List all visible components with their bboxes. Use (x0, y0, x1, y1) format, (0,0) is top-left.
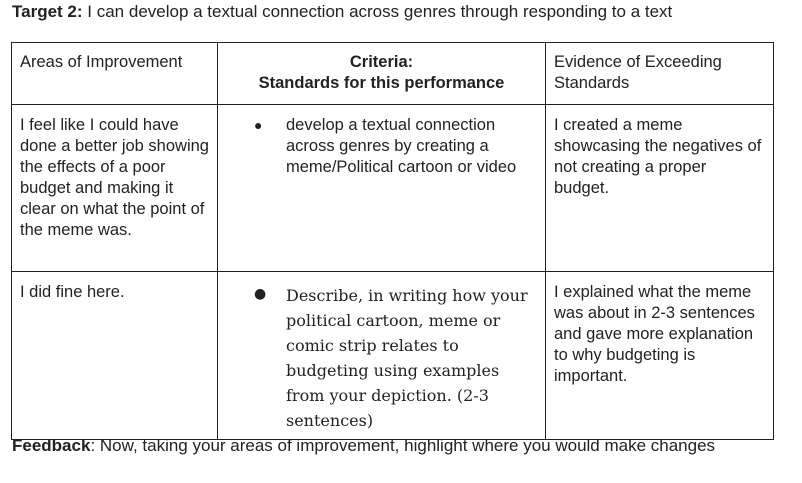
evidence-cell: I explained what the meme was about in 2-3 sentences and gave more explanation to why budgeting is important. (546, 272, 774, 440)
target-label: Target 2: (12, 2, 83, 21)
feedback-label: Feedback (12, 436, 91, 455)
table-row (12, 272, 774, 440)
rubric-table (11, 42, 774, 440)
criteria-list (226, 282, 537, 433)
target-statement (12, 2, 672, 22)
table-header-row (12, 43, 774, 105)
improvement-cell: I feel like I could have done a better job showing the effects of a poor budget and making it clear on what the point of the meme was. (12, 105, 218, 272)
improvement-cell: I did fine here. (12, 272, 218, 440)
criteria-item: ● develop a textual connection across genres by creating a meme/Political cartoon or video (286, 115, 537, 178)
evidence-cell: I created a meme showcasing the negatives of not creating a proper budget. (546, 105, 774, 272)
target-text: I can develop a textual connection across genres through responding to a text (87, 2, 673, 21)
criteria-cell (218, 272, 546, 440)
header-criteria (218, 43, 546, 105)
feedback-statement (12, 436, 715, 456)
header-criteria-title: Criteria: (349, 53, 414, 71)
header-evidence: Evidence of Exceeding Standards (546, 43, 774, 105)
header-criteria-subtitle: Standards for this performance (258, 74, 505, 92)
feedback-text: : Now, taking your areas of improvement, highlight where you would make changes (90, 436, 716, 455)
criteria-item: ● Describe, in writing how your political cartoon, meme or comic strip relates to budgeting using examples from your depiction. (2-3 sentences) (286, 282, 537, 433)
table-row (12, 105, 774, 272)
criteria-cell (218, 105, 546, 272)
criteria-list (226, 115, 537, 178)
header-areas-of-improvement: Areas of Improvement (12, 43, 218, 105)
